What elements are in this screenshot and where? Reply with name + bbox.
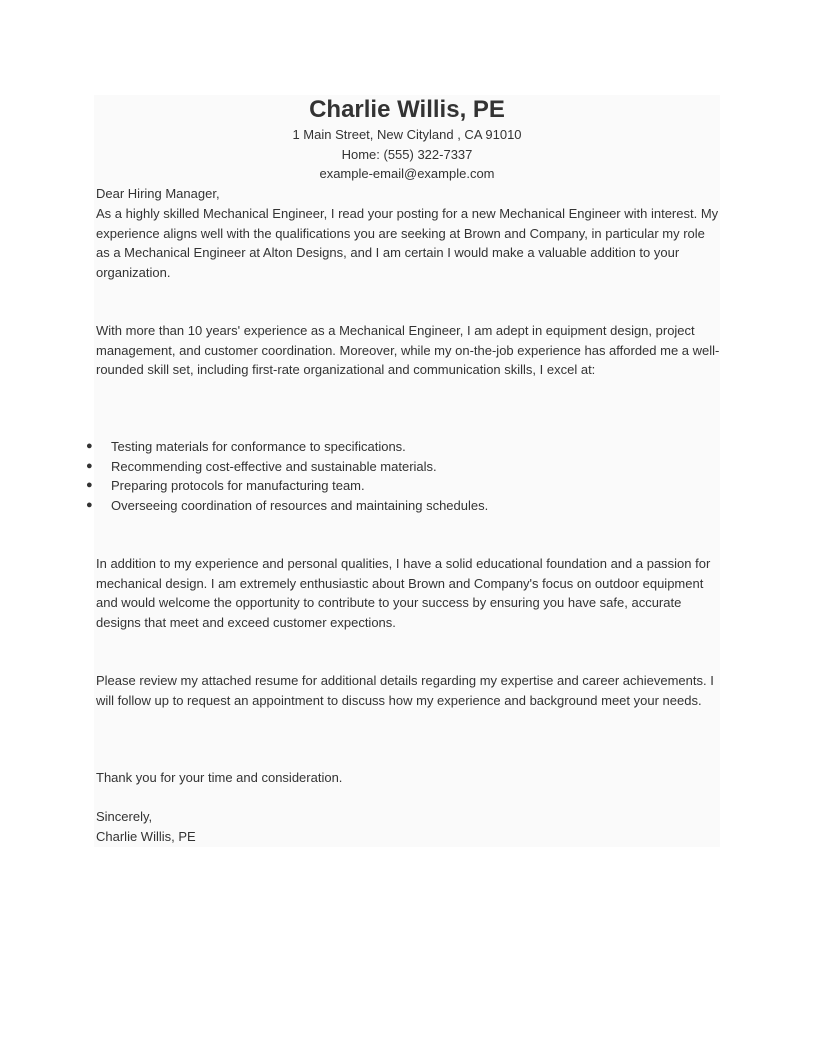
education-paragraph: In addition to my experience and personal qualities, I have a solid educational foundation and a passion for mechanical design. I am extremely enthusiastic about Brown and Company's focus on outdoor equipment and would welcome the opportunity to contribute to your success by ensuring you have safe, accurate designs that meet and exceed customer expections.: [96, 556, 711, 630]
followup-paragraph: Please review my attached resume for additional details regarding my expertise and career achievements. I will follow up to request an appointment to discuss how my experience and background meet your needs.: [96, 673, 714, 708]
sender-phone: Home: (555) 322-7337: [341, 146, 473, 162]
list-item: [86, 476, 716, 496]
skills-list: [86, 437, 716, 515]
experience-paragraph: With more than 10 years' experience as a Mechanical Engineer, I am adept in equipment design, project management, and customer coordination. Moreover, while my on-the-job experience has afforded me a well-rounded skill set, including first-rate organizational and communication skills, I excel at:: [96, 323, 720, 378]
intro-paragraph: As a highly skilled Mechanical Engineer, I read your posting for a new Mechanical Engineer with interest. My experience aligns well with the qualifications you are seeking at Brown and Company, in particular my role as a Mechanical Engineer at Alton Designs, and I am certain I would make a valuable addition to your organization.: [96, 206, 719, 280]
letter-header: [94, 95, 720, 184]
bullet-icon: ●: [86, 479, 93, 492]
sender-name: Charlie Willis, PE: [309, 96, 505, 123]
sender-email: example-email@example.com: [319, 166, 495, 182]
salutation: Dear Hiring Manager,: [96, 186, 220, 201]
list-item-text: Overseeing coordination of resources and maintaining schedules.: [111, 497, 489, 513]
list-item: [86, 496, 716, 516]
closing-line: Thank you for your time and consideration.: [96, 770, 343, 785]
sender-address: 1 Main Street, New Cityland , CA 91010: [292, 127, 522, 142]
list-item-text: Preparing protocols for manufacturing team.: [111, 478, 365, 494]
list-item: [86, 437, 716, 457]
signoff: Sincerely,: [96, 809, 153, 824]
signature-name: Charlie Willis, PE: [96, 829, 196, 844]
bullet-icon: ●: [86, 440, 93, 452]
list-item-text: Testing materials for conformance to specifications.: [111, 439, 406, 454]
bullet-icon: ●: [86, 498, 93, 511]
list-item-text: Recommending cost-effective and sustainable materials.: [111, 458, 437, 474]
bullet-icon: ●: [86, 459, 93, 472]
list-item: [86, 457, 716, 477]
